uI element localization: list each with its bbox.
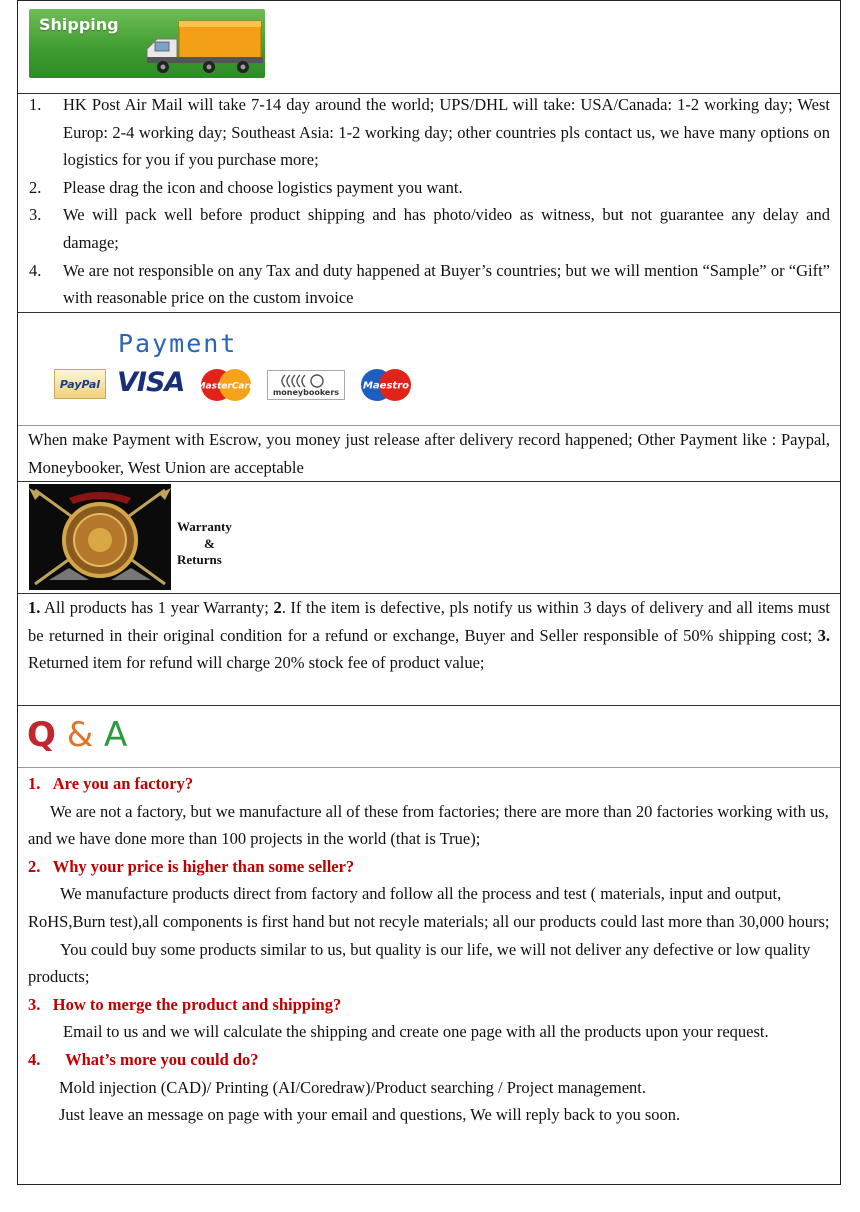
payment-logos — [54, 367, 454, 403]
question-1: 1. Are you an factory? — [28, 774, 194, 793]
answer-1: We are not a factory, but we manufacture all of these from factories; there are more than 20 factories working with us, and we have done more than 100 projects in the world (that is True); — [28, 801, 829, 849]
payment-text: When make Payment with Escrow, you money just release after delivery record happened; Other Payment like : Paypal, Moneybooker, West Union are acceptable — [28, 430, 830, 477]
question-4: 4. What’s more you could do? — [28, 1049, 259, 1069]
moneybookers-logo — [267, 370, 345, 400]
shield-crest-icon — [29, 484, 171, 590]
answer-2b: You could buy some products similar to us, but quality is our life, we will not deliver any defective or low quality products; — [28, 939, 811, 987]
question-3: 3. How to merge the product and shipping? — [28, 994, 342, 1014]
shipping-banner-label: Shipping — [39, 15, 119, 34]
visa-logo: VISA — [117, 367, 185, 398]
mastercard-logo — [196, 368, 256, 402]
payment-banner — [18, 313, 840, 425]
answer-3: Email to us and we will calculate the shipping and create one page with all the products upon your request. — [63, 1022, 769, 1042]
maestro-logo-text: Maestro — [362, 380, 410, 392]
warranty-label: Warranty & Returns — [177, 519, 232, 567]
shipping-banner — [29, 9, 265, 78]
shipping-list — [18, 91, 840, 312]
payment-title: Payment — [118, 329, 238, 358]
warranty-text: 1. All products has 1 year Warranty; 2. If the item is defective, pls notify us within 3 days of delivery and all items must be returned in their original condition for a refund or exchange, Buyer and Seller responsible of 50% shipping cost; 3. Returned item for refund will charge 20% stock fee of product value; — [28, 598, 830, 673]
qa-title: Q & A — [27, 715, 128, 755]
qa-header — [18, 705, 840, 767]
qa-body — [18, 770, 840, 1129]
shipping-header — [18, 1, 840, 93]
maestro-logo — [356, 368, 416, 402]
moneybookers-text: moneybookers — [272, 388, 340, 397]
list-item: 3. We will pack well before product shipping and has photo/video as witness, but not guarantee any delay and damage; — [29, 205, 830, 252]
warranty-shield-image — [29, 484, 171, 590]
question-2: 2. Why your price is higher than some seller? — [28, 856, 355, 876]
paypal-logo: PayPal — [54, 369, 106, 399]
answer-4a: Mold injection (CAD)/ Printing (AI/Coredraw)/Product searching / Project management. — [59, 1077, 646, 1097]
list-item: 4. We are not responsible on any Tax and duty happened at Buyer’s countries; but we will mention “Sample” or “Gift” with reasonable price on the custom invoice — [29, 260, 830, 308]
page-frame — [17, 0, 841, 1185]
mastercard-logo-text: MasterCard — [196, 381, 256, 392]
truck-icon — [29, 9, 265, 78]
list-item: 1. HK Post Air Mail will take 7-14 day around the world; UPS/DHL will take: USA/Canada: 1-2 working day; West Europ: 2-4 working day; Southeast Asia: 1-2 working day; other countries pls contact us, we have many options on logistics for you if you purchase more; — [29, 95, 830, 170]
answer-2a: We manufacture products direct from factory and follow all the process and test ( materials, input and output, RoHS,Burn test),all components is first hand but not recyle materials; all our products could last more than 30,000 hours; — [28, 884, 830, 931]
warranty-banner — [18, 481, 840, 592]
answer-4b: Just leave an message on page with your email and questions, We will reply back to you soon. — [59, 1105, 681, 1125]
list-item: 2. Please drag the icon and choose logistics payment you want. — [29, 177, 463, 197]
